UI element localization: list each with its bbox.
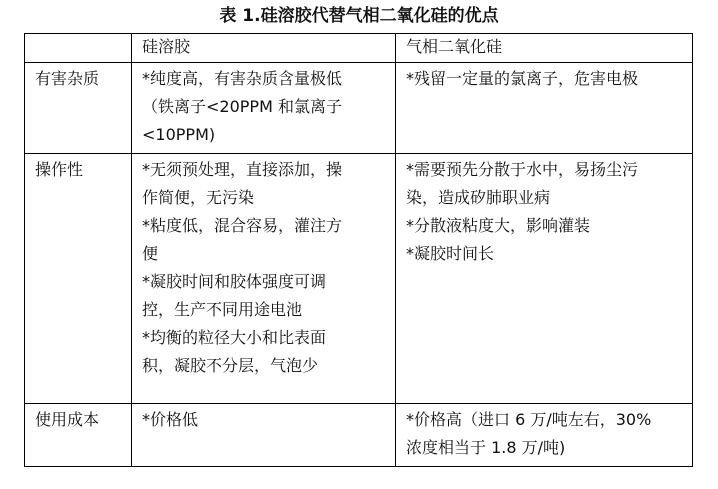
- table-row: [25, 154, 693, 404]
- cell-silica-sol: [132, 63, 396, 154]
- cell-fumed-silica: [396, 404, 693, 467]
- cell-fumed-silica: [396, 154, 693, 404]
- cell-line: *粘度低，混合容易，灌注方: [142, 216, 343, 235]
- header-cell-empty: [25, 34, 132, 63]
- cell-silica-sol: [132, 154, 396, 404]
- table-row: [25, 404, 693, 467]
- cell-line: 浓度相当于 1.8 万/吨): [406, 438, 566, 457]
- cell-line: *纯度高，有害杂质含量极低: [142, 69, 343, 88]
- cell-line: *凝胶时间和胶体强度可调: [142, 272, 327, 291]
- row-label: 操作性: [25, 154, 132, 404]
- header-cell-fumed-silica: 气相二氧化硅: [396, 34, 693, 63]
- cell-line: *需要预先分散于水中，易扬尘污: [406, 160, 639, 179]
- cell-line: *分散液粘度大，影响灌装: [406, 216, 591, 235]
- table-caption: 表 1.硅溶胶代替气相二氧化硅的优点: [219, 6, 499, 26]
- cell-line: 控，生产不同用途电池: [142, 300, 303, 319]
- header-cell-silica-sol: 硅溶胶: [132, 34, 396, 63]
- cell-line: *无须预处理，直接添加，操: [142, 160, 343, 179]
- cell-line: *价格高（进口 6 万/吨左右，30%: [406, 410, 652, 429]
- comparison-table: [24, 33, 693, 467]
- table-row: [25, 63, 693, 154]
- cell-line: 积，凝胶不分层，气泡少: [142, 356, 319, 375]
- cell-fumed-silica: [396, 63, 693, 154]
- cell-line: （铁离子<20PPM 和氯离子: [142, 97, 342, 116]
- row-label: 使用成本: [25, 404, 132, 467]
- cell-line: 便: [142, 244, 159, 263]
- header-row: [25, 34, 693, 63]
- cell-line: <10PPM): [142, 125, 216, 144]
- cell-line: *均衡的粒径大小和比表面: [142, 328, 327, 347]
- cell-line: 作简便，无污染: [142, 188, 255, 207]
- cell-line: *凝胶时间长: [406, 244, 495, 263]
- cell-line: *价格低: [142, 410, 199, 429]
- cell-silica-sol: [132, 404, 396, 467]
- cell-line: 染，造成矽肺职业病: [406, 188, 551, 207]
- row-label: 有害杂质: [25, 63, 132, 154]
- cell-line: *残留一定量的氯离子，危害电极: [406, 69, 639, 88]
